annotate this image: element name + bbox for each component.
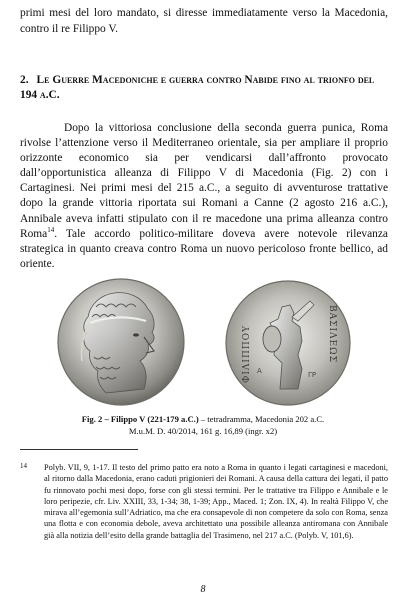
figure-caption	[20, 413, 386, 437]
footnote-divider	[20, 449, 138, 450]
section-heading	[20, 73, 390, 103]
paragraph-text: Dopo la vittoriosa conclusione della seconda guerra punica, Roma rivolse l’attenzione verso il Mediterraneo orientale, sia per ampliare il proprio orizzonte economico sia per vendicarsi dall’affronto provocato dall’opportunistica alleanza di Filippo V di Macedonia (Fig. 2) con i Cartaginesi. Nei primi mesi del 215 a.C., a seguito di avventurose trattative dopo la grande vittoria riportata sui Romani a Canne (2 agosto 216 a.C.), Annibale aveva infatti stipulato con il re macedone una prima alleanza contro Roma	[20, 122, 388, 240]
body-paragraph	[20, 121, 388, 272]
coin-legend-right: ΒΑΣΙΛΕΩΣ	[327, 305, 337, 363]
section-number: 2.	[20, 74, 29, 86]
svg-text:A: A	[257, 367, 262, 375]
footnote-text: Polyb. VII, 9, 1-17. Il testo del primo patto era noto a Roma in quanto i legati cartaginesi e macedoni, al ritorno dalla Macedonia, erano caduti prigionieri dei Romani. A causa della cattura dei legati, il patto fu rinnovato pochi mesi dopo, forse con gli stessi termini. Per le trattative tra Filippo e Annibale e le loro peripezie, cfr. Liv. XXIII, 33, 1-34; 38, 1-39; App., Maced. 1; Zon. IX, 4). In realtà Filippo V, che mirava all’egemonia sull’Adriatico, ma che era consapevole di non competere da solo con Roma, senza una flotta e con economia debole, aveva architettato una possibile alleanza antiromana con Annibale già alla notizia dell’esito della grande battaglia del Trasimeno, nel 217 a.C. (Polyb. V, 101,6).	[44, 463, 388, 540]
caption-line-1	[20, 413, 386, 425]
footnote-number: 14	[20, 462, 27, 470]
section-title: Le Guerre Macedoniche e guerra contro Nabide fino al trionfo del 194 a.C.	[20, 74, 375, 101]
paragraph-text-end: . Tale accordo politico-militare doveva avere notevole rilevanza strategica in quanto creava contro Roma un nuovo pericoloso fronte bellico, ad oriente.	[20, 227, 388, 270]
figure-label: Fig. 2 – Filippo V (221-179 a.C.)	[81, 414, 199, 424]
coin-legend-left: ΦΙΛΙΠΠΟΥ	[242, 324, 252, 383]
intro-text: primi mesi del loro mandato, si diresse immediatamente verso la Macedonia, contro il re Filippo V.	[20, 7, 388, 35]
coin-figure	[36, 277, 372, 407]
coin-obverse	[58, 279, 184, 405]
page-number: 8	[200, 584, 206, 595]
footnote	[20, 462, 388, 541]
footnote-reference: 14	[47, 225, 55, 234]
caption-description: – tetradramma, Macedonia 202 a.C.	[198, 414, 325, 424]
svg-text:ΓΡ: ΓΡ	[308, 371, 317, 379]
coin-reverse	[226, 281, 350, 405]
caption-line-2: M.u.M. D. 40/2014, 161 g. 16,89 (ingr. x2)	[128, 426, 278, 436]
